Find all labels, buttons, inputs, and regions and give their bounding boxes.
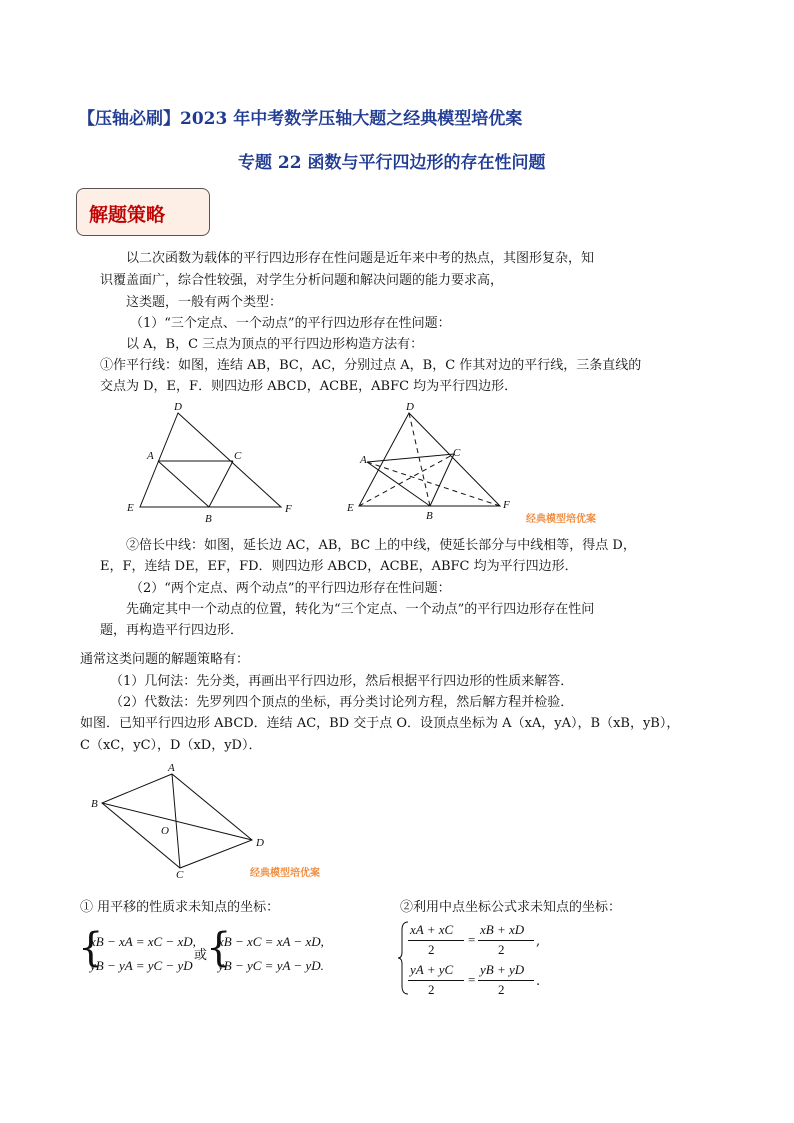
method-translation-heading: ① 用平移的性质求未知点的坐标： — [80, 900, 280, 915]
figure-parallelogram — [88, 760, 278, 880]
fraction-bar — [408, 980, 464, 981]
formula-y-translation-2: yB − yC = yA − yD. — [218, 958, 324, 973]
paragraph-coordinates-2: C（xC，yC），D（xD，yD）． — [80, 738, 262, 753]
formula-denominator: 2 — [498, 982, 505, 997]
formula-period: . — [536, 974, 541, 989]
formula-or: 或 — [194, 948, 208, 963]
fig3-label-o: O — [161, 825, 169, 837]
method-midpoint-heading: ②利用中点坐标公式求未知点的坐标： — [400, 900, 622, 915]
paragraph-strategies: 通常这类问题的解题策略有： — [80, 652, 250, 667]
paragraph-type-2-method-1: 先确定其中一个动点的位置，转化为“三个定点、一个动点”的平行四边形存在性问 — [126, 602, 595, 617]
fig1-label-b: B — [205, 513, 212, 525]
brace-left-2: { — [206, 925, 232, 971]
section-badge — [76, 188, 210, 236]
paragraph-type-1: （1）“三个定点、一个动点”的平行四边形存在性问题： — [130, 316, 451, 331]
formula-x-translation-1: xB − xA = xC − xD, — [90, 934, 196, 949]
paragraph-algebra: （2）代数法：先罗列四个顶点的坐标，再分类讨论列方程，然后解方程并检验． — [110, 695, 574, 710]
fig2-label-c: C — [453, 447, 461, 459]
formula-midpoint-y-right-num: yB + yD — [480, 962, 525, 977]
section-badge-label: 解题策略 — [89, 204, 166, 226]
formula-midpoint-y-left-num: yA + yC — [410, 962, 454, 977]
paragraph-median-2: E，F，连结 DE，EF，FD．则四边形 ABCD，ACBE，ABFC 均为平行四边形． — [100, 559, 578, 574]
paragraph-construct: 以 A，B，C 三点为顶点的平行四边形构造方法有： — [126, 337, 424, 352]
fraction-bar — [478, 980, 534, 981]
formula-comma: , — [536, 934, 541, 949]
fig3-label-d: D — [256, 837, 264, 849]
fig2-label-a: A — [360, 454, 367, 466]
watermark-2: 经典模型培优案 — [250, 868, 320, 879]
formula-equals: = — [468, 932, 476, 947]
paragraph-parallel-2: 交点为 D，E，F．则四边形 ABCD，ACBE，ABFC 均为平行四边形． — [100, 379, 518, 394]
paragraph-intro-2: 识覆盖面广，综合性较强，对学生分析问题和解决问题的能力要求高， — [100, 273, 504, 288]
brace-left-1: { — [78, 925, 104, 971]
fig2-label-e: E — [347, 502, 354, 514]
fig2-label-f: F — [503, 499, 510, 511]
formula-y-translation-1: yB − yA = yC − yD — [90, 958, 193, 973]
fig1-label-a: A — [147, 450, 154, 462]
fig1-label-e: E — [127, 502, 134, 514]
watermark-1: 经典模型培优案 — [526, 514, 596, 525]
fig2-label-b: B — [426, 510, 433, 522]
fig3-label-a: A — [168, 762, 175, 774]
paragraph-intro-1: 以二次函数为载体的平行四边形存在性问题是近年来中考的热点，其图形复杂，知 — [126, 251, 595, 266]
fig3-label-b: B — [91, 798, 98, 810]
paragraph-type-2-method-2: 题，再构造平行四边形． — [100, 623, 244, 638]
fig1-label-f: F — [285, 503, 292, 515]
fig2-label-d: D — [406, 401, 414, 413]
fig1-label-d: D — [174, 401, 182, 413]
paragraph-type-2: （2）“两个定点、两个动点”的平行四边形存在性问题： — [130, 581, 451, 596]
document-title: 【压轴必刷】2023 年中考数学压轴大题之经典模型培优案 — [78, 109, 523, 129]
formula-denominator: 2 — [428, 942, 435, 957]
figure-parallel-lines — [120, 398, 300, 526]
formula-denominator: 2 — [428, 982, 435, 997]
fraction-bar — [408, 940, 464, 941]
paragraph-parallel-1: ①作平行线：如图，连结 AB，BC，AC，分别过点 A，B，C 作其对边的平行线，三条直线的 — [100, 358, 642, 373]
paragraph-types: 这类题，一般有两个类型： — [126, 295, 283, 310]
formula-x-translation-2: xB − xC = xA − xD, — [218, 934, 324, 949]
fraction-bar — [478, 940, 534, 941]
formula-equals: = — [468, 972, 476, 987]
fig1-label-c: C — [234, 450, 242, 462]
formula-midpoint-x-right-num: xB + xD — [480, 922, 525, 937]
document-subtitle: 专题 22 函数与平行四边形的存在性问题 — [238, 153, 546, 173]
formula-midpoint-x-left-num: xA + xC — [410, 922, 454, 937]
paragraph-geometry: （1）几何法：先分类，再画出平行四边形，然后根据平行四边形的性质来解答． — [110, 674, 574, 689]
paragraph-coordinates-1: 如图．已知平行四边形 ABCD．连结 AC，BD 交于点 O．设顶点坐标为 A（xA，yA），B（xB，yB）， — [80, 716, 680, 731]
paragraph-median-1: ②倍长中线：如图，延长边 AC，AB，BC 上的中线，使延长部分与中线相等，得点 D， — [126, 538, 636, 553]
formula-denominator: 2 — [498, 942, 505, 957]
fig3-label-c: C — [176, 869, 184, 880]
figure-median-extension — [340, 398, 520, 526]
